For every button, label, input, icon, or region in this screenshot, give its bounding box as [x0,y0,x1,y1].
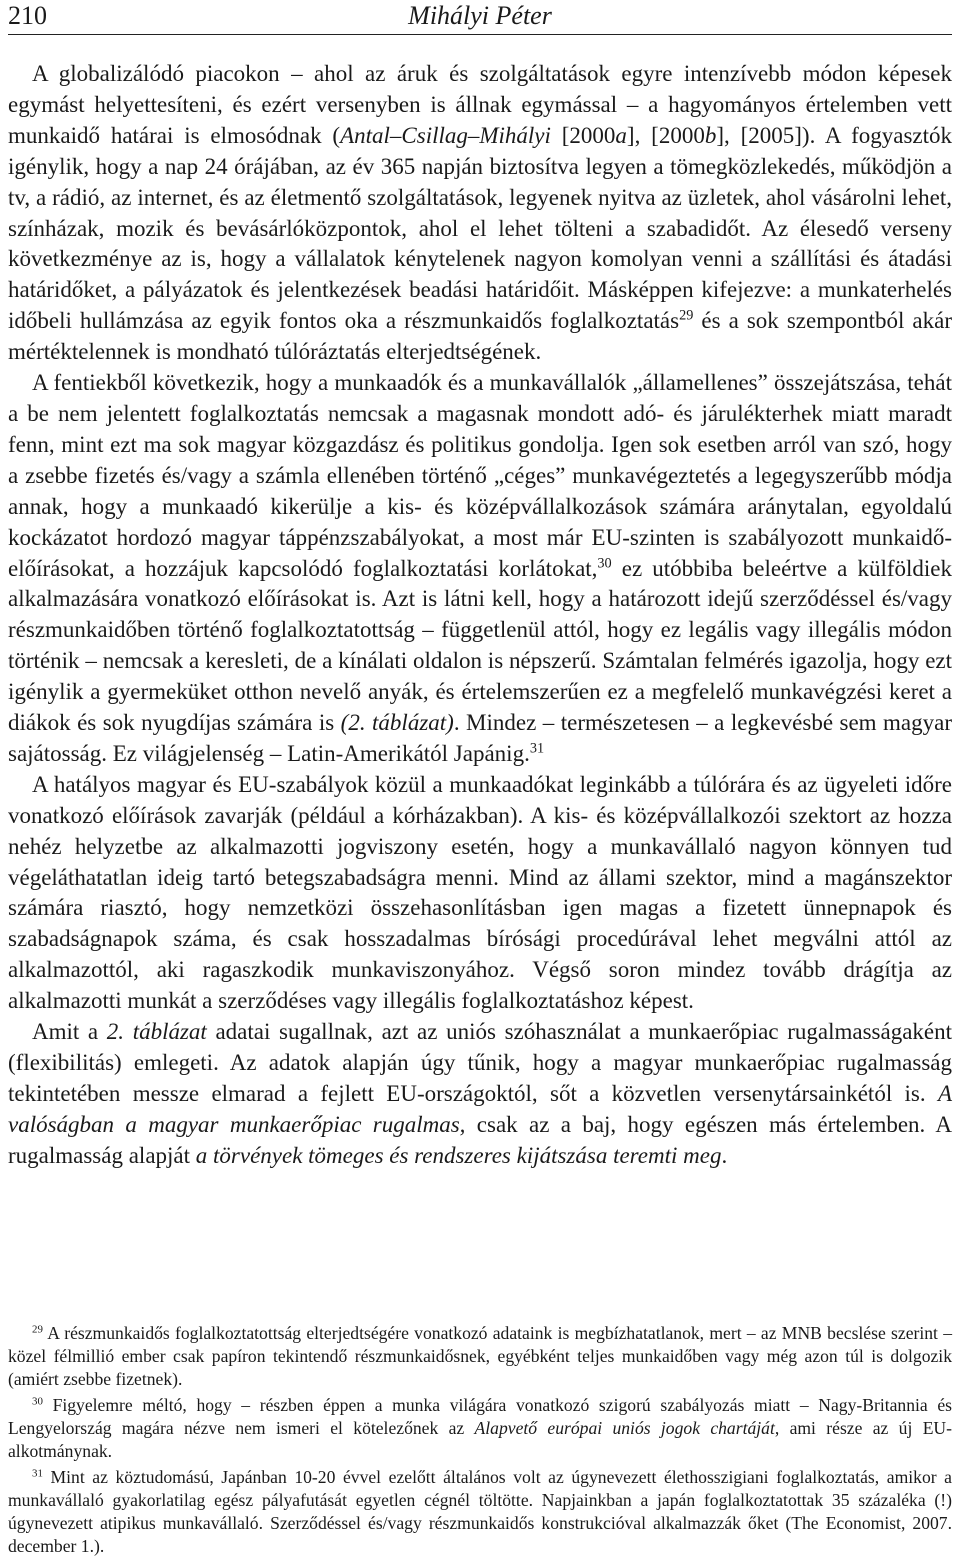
italic-text: b [704,122,717,148]
italic-text: Alapvető európai uniós jogok chartáját [474,1418,775,1438]
footnote [8,1322,952,1391]
header-rule [8,34,952,35]
text-run: , ami része az új EU-alkotmánynak. [8,1418,953,1461]
text-run: A globalizálódó piacokon – ahol az áruk és szolgáltatások egyre intenzívebb módon képesek egymást helyettesíteni, és ezért versenyben is állnak egymással – a hagyományos értelemben vett munkaidő határai is elmosódnak ( [8,61,952,148]
running-head: Mihályi Péter [408,1,552,30]
text-run: Figyelemre méltó, hogy – részben éppen a munka világára vonatkozó szigorú szabályozás miatt – Nagy-Britannia és Lengyelország magára nézve nem ismeri el kötelezőnek az [8,1395,953,1438]
footnote [8,1394,952,1463]
text-run: A hatályos magyar és EU-szabályok közül a munkaadókat leginkább a túlórára és az ügyeleti időre vonatkozó előírások zavarják (például a kórházakban). A kis- és középvállalkozói szektort az hozza nehéz helyzetbe az alkalmazotti jogviszony esetén, hogy a munkavállaló nagyon könnyen tud végeláthatatlan ideig tartó betegszabadságra menni. Mind az állami szektor, mind a magánszektor számára riasztó, hogy nemzetközi összehasonlításban igen magas a fizetett ünnepnapok és szabadságnapok száma, és csak hosszadalmas bírósági procedúrával lehet megválni attól az alkalmazottól, aki ragaszkodik munkaviszonyához. Végső soron mindez tovább drágítja az alkalmazotti munkát a szerződéses vagy illegális foglalkoztatáshoz képest. [8,771,952,1014]
text-run: és a sok szempontból akár mértéktelennek is mondható túlóráztatás elterjedtségének. [8,308,952,365]
text-run: ], [2000 [626,122,705,148]
paragraph [8,59,952,368]
page-header [8,0,952,36]
footnote-number: 30 [32,1395,43,1408]
page-number: 210 [8,1,47,30]
text-run: Mint az köztudomású, Japánban 10-20 évvel ezelőtt általános volt az úgynevezett élethosszigiani foglalkoztatás, amikor a munkavállaló gyakorlatilag egész pályafutását egyetlen cégnél töltötte. Napjainkban a japán foglalkoztatottak 35 százaléka (!) úgynevezett atipikus munkavállaló. Szerződéssel és/vagy részmunkaidős konstrukcióval alkalmazzák őket (The Economist, 2007. december 1.). [8,1467,952,1556]
footnotes [8,1322,952,1561]
paragraph [8,1017,952,1172]
text-run: . Mindez – természetesen – a legkevésbé sem magyar sajátosság. Ez világjelenség – Latin-Amerikától Japánig. [8,710,952,766]
text-run: adatai sugallnak, azt az uniós szóhasználat a munkaerőpiac rugalmasságaként (flexibilitás) emlegeti. Az adatok alapján úgy tűnik, hogy a magyar munkaerőpiac rugalmasság tekintetében messze elmarad a fejlett EU-országoktól, sőt a közvetlen versenytársainkétól is. [8,1019,953,1106]
footnote-ref: 31 [529,740,545,757]
text-run: A fentiekből következik, hogy a munkaadók és a munkavállalók „államellenes” összejátszása, tehát a be nem jelentett foglalkoztatás nemcsak a magasnak mondott adó- és járulékterhek miatt maradt fenn, mint ezt ma sok magyar közgazdász és politikus gondolja. Igen sok esetben arról van szó, hogy a zsebbe fizetés és/vagy a számla ellenében történő „céges” munkavégeztetés a legegyszerűbb módja annak, hogy a munkaadó kikerülje a kis- és középvállalkozások számára aránytalan, egyoldalú kockázatot hordozó magyar táppénzszabályokat, a most már EU-szinten is szabályozott munkaidő-előírásokat, a hozzájuk kapcsolódó foglalkoztatási korlátokat, [8,370,952,581]
paragraph [8,770,952,1017]
text-run: [2000 [550,122,616,148]
italic-text: a törvények tömeges és rendszeres kijátszása teremti meg [195,1142,722,1168]
italic-text: a [615,122,627,148]
footnote [8,1466,952,1558]
text-run: Amit a [32,1019,107,1045]
italic-text: 2. táblázat [106,1019,207,1045]
main-text [8,59,952,1172]
text-run: . [721,1142,728,1168]
text-run: ez utóbbiba beleértve a külföldiek alkalmazására vonatkozó előírásokat is. Azt is látni kell, hogy a határozott idejű szerződéssel és/vagy részmunkaidőben történő foglalkoztatottság – függetlenül attól, hogy ez legális vagy illegális módon történik – nemcsak a keresleti, de a kínálati oldalon is népszerű. Számtalan felmérés igazolja, hogy ezt igénylik a gyermeküket otthon nevelő anyák, és értelemszerűen ez a megfelelő munkavégzési keret a diákok és sok nyugdíjas számára is [8,555,952,736]
italic-text: (2. táblázat) [340,710,454,736]
paragraph [8,368,952,770]
text-run: csak az a baj, hogy egészen más értelemben. A rugalmasság alapját [8,1111,952,1168]
text-run: ], [2005]). A fogyasztók igénylik, hogy a nap 24 órájában, az év 365 napján biztosítva legyen a tömegközlekedés, működjön a tv, a rádió, az internet, és az életmentő szolgáltatások, legyenek nyitva az üzletek, ahol vásárolni lehet, színházak, mozik és bevásárlóközpontok, ahol el lehet tölteni a szabadidőt. Az élesedő verseny következménye az is, hogy a vállalatok kénytelenek nagyon komolyan venni a szállítási és átadási határidőket, a pályázatok és jelentkezések beadási határidőit. Másképpen kifejezve: a munkaterhelés időbeli hullámzása az egyik fontos oka a részmunkaidős foglalkoztatás [8,122,952,334]
footnote-ref: 29 [679,307,694,324]
footnote-ref: 30 [597,554,612,571]
text-run: A részmunkaidős foglalkoztatottság elterjedtségére vonatkozó adataink is megbízhatatlanok, mert – az MNB becslése szerint – közel félmillió ember csak papíron tekintendő részmunkaidősnek, egyébként teljes munkaidőben vagy még azon túl is dolgozik (amiért zsebbe fizetnek). [8,1323,953,1389]
footnote-number: 31 [32,1467,43,1480]
italic-text: A valóságban a magyar munkaerőpiac rugalmas, [8,1080,952,1137]
italic-text: Antal–Csillag–Mihályi [340,122,551,148]
footnote-number: 29 [32,1323,43,1336]
